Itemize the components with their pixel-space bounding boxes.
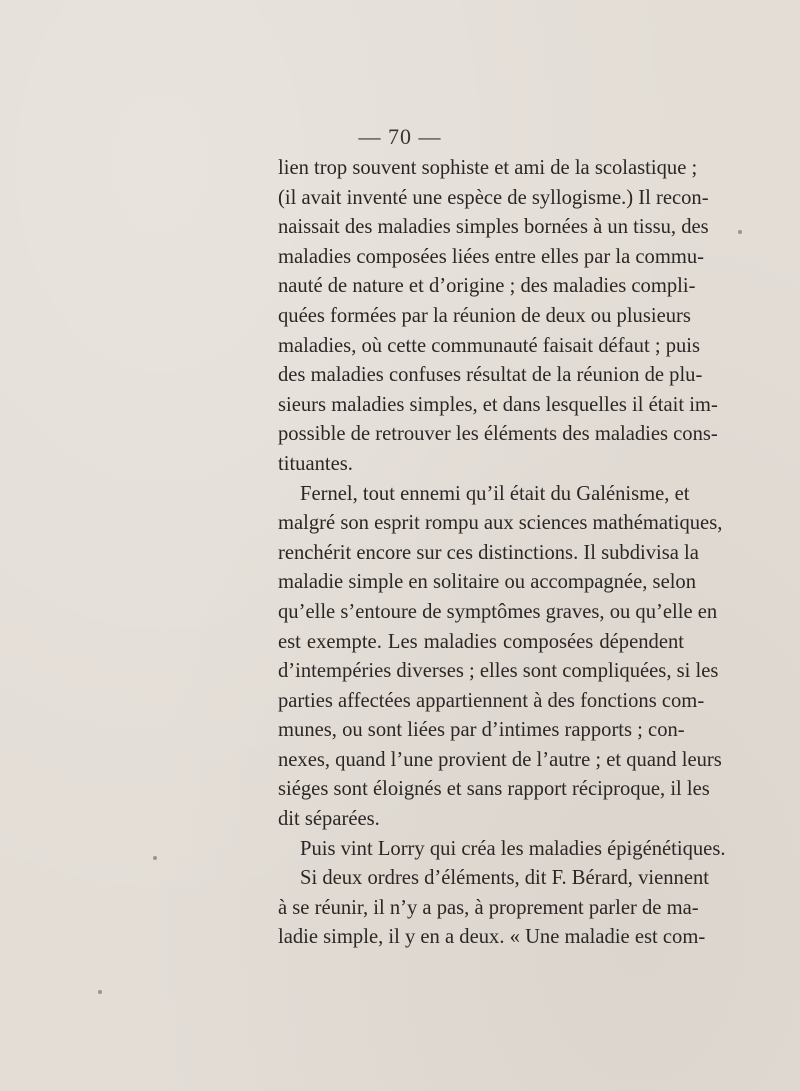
text-line: maladie simple en solitaire ou accompagnée, selon [278, 571, 697, 594]
text-line: quées formées par la réunion de deux ou plusieurs [278, 304, 691, 327]
text-line: tituantes. [278, 452, 353, 475]
page-number: — 70 — [358, 124, 442, 149]
text-line: à se réunir, il n’y a pas, à proprement parler de ma- [278, 896, 699, 919]
paper-speck [738, 230, 742, 234]
text-line: parties affectées appartiennent à des fonctions com- [278, 689, 705, 712]
text-line: Puis vint Lorry qui créa les maladies épigénétiques. [300, 837, 726, 860]
paper-speck [98, 990, 102, 994]
text-line: siéges sont éloignés et sans rapport réciproque, il les [278, 778, 710, 801]
text-line: naissait des maladies simples bornées à un tissu, des [278, 216, 709, 239]
text-line: sieurs maladies simples, et dans lesquelles il était im- [278, 393, 718, 416]
text-line: maladies composées liées entre elles par la commu- [278, 245, 705, 268]
text-line: dit séparées. [278, 808, 380, 831]
text-line: qu’elle s’entoure de symptômes graves, ou qu’elle en [278, 600, 718, 623]
text-line: munes, ou sont liées par d’intimes rapports ; con- [278, 719, 685, 742]
text-line: est exempte. Les maladies composées dépendent [278, 630, 684, 653]
text-line: Fernel, tout ennemi qu’il était du Galénisme, et [300, 482, 690, 505]
text-line: ladie simple, il y en a deux. « Une maladie est com- [278, 926, 706, 949]
body-text [278, 154, 726, 953]
text-line: nexes, quand l’une provient de l’autre ; et quand leurs [278, 748, 722, 771]
text-line: possible de retrouver les éléments des maladies cons- [278, 423, 718, 446]
text-line: lien trop souvent sophiste et ami de la scolastique ; [278, 157, 698, 179]
text-line: d’intempéries diverses ; elles sont compliquées, si les [278, 660, 719, 683]
text-line: maladies, où cette communauté faisait défaut ; puis [278, 334, 701, 357]
text-line: Si deux ordres d’éléments, dit F. Bérard, viennent [300, 867, 709, 890]
text-line: des maladies confuses résultat de la réunion de plu- [278, 364, 703, 387]
text-line: renchérit encore sur ces distinctions. Il subdivisa la [278, 541, 699, 564]
text-line: malgré son esprit rompu aux sciences mathématiques, [278, 512, 723, 535]
text-line: (il avait inventé une espèce de syllogisme.) Il recon- [278, 186, 709, 209]
paper-speck [153, 856, 157, 860]
text-line: nauté de nature et d’origine ; des maladies compli- [278, 275, 696, 298]
